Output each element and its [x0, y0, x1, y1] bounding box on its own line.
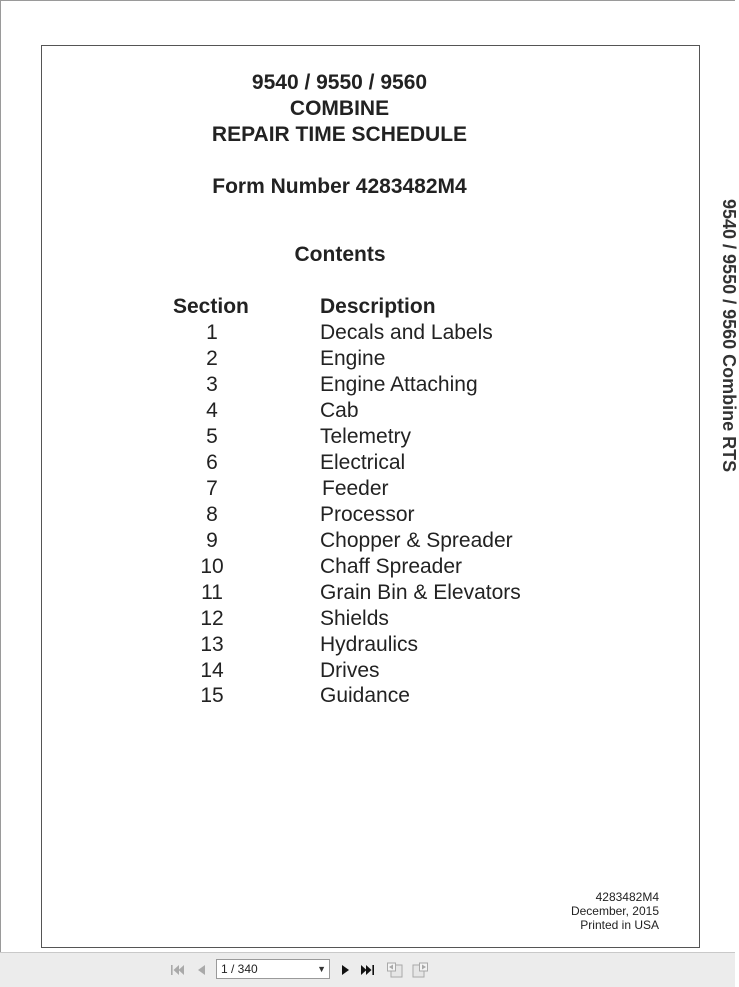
table-row [1, 373, 701, 399]
section-description: Engine Attaching [320, 373, 478, 396]
section-number: 12 [200, 607, 224, 630]
section-description: Telemetry [320, 425, 412, 448]
chevron-down-icon: ▼ [317, 964, 326, 974]
title-models: 9540 / 9550 / 9560 [251, 71, 428, 94]
table-row [1, 477, 701, 503]
footer-code: 4283482M4 [595, 890, 659, 904]
footer-info [571, 890, 659, 932]
section-number: 13 [200, 633, 224, 656]
section-description: Grain Bin & Elevators [320, 581, 521, 604]
table-row [1, 581, 701, 607]
table-row [1, 321, 701, 347]
section-number: 9 [206, 529, 218, 552]
next-page-icon[interactable] [336, 961, 354, 979]
contents-heading: Contents [294, 243, 386, 266]
previous-page-icon[interactable] [192, 961, 210, 979]
next-view-icon[interactable] [411, 961, 429, 979]
table-row [1, 503, 701, 529]
section-description: Decals and Labels [320, 321, 493, 344]
page-indicator: 1 / 340 [221, 962, 258, 976]
table-row [1, 529, 701, 555]
section-description: Shields [320, 607, 389, 630]
section-number: 14 [200, 659, 224, 682]
section-description: Electrical [320, 451, 406, 474]
last-page-icon[interactable] [359, 961, 377, 979]
section-number: 10 [200, 555, 224, 578]
previous-view-icon[interactable] [386, 961, 404, 979]
table-row [1, 684, 701, 710]
section-number: 6 [206, 451, 218, 474]
section-description: Feeder [322, 477, 389, 500]
section-column-header: Section [173, 295, 249, 318]
title-combine: COMBINE [289, 97, 390, 120]
table-row [1, 347, 701, 373]
section-number: 15 [200, 684, 224, 707]
footer-printed: Printed in USA [580, 918, 659, 932]
footer-date: December, 2015 [570, 904, 659, 918]
section-description: Hydraulics [320, 633, 419, 656]
section-number: 1 [206, 321, 218, 344]
table-row [1, 451, 701, 477]
section-number: 3 [206, 373, 218, 396]
section-description: Drives [320, 659, 380, 682]
section-number: 11 [201, 581, 223, 604]
table-row [1, 607, 701, 633]
table-row [1, 555, 701, 581]
navigation-toolbar [0, 952, 735, 987]
title-repair-time-schedule: REPAIR TIME SCHEDULE [211, 123, 468, 146]
side-title: 9540 / 9550 / 9560 Combine RTS [719, 199, 739, 473]
section-number: 2 [206, 347, 218, 370]
section-description: Chopper & Spreader [320, 529, 513, 552]
page-number-select[interactable] [216, 959, 330, 979]
section-number: 4 [206, 399, 218, 422]
table-row [1, 633, 701, 659]
section-number: 8 [206, 503, 218, 526]
section-number: 7 [206, 477, 218, 500]
first-page-icon[interactable] [168, 961, 186, 979]
section-description: Engine [320, 347, 386, 370]
section-description: Cab [320, 399, 359, 422]
table-row [1, 399, 701, 425]
section-description: Processor [320, 503, 415, 526]
description-column-header: Description [320, 295, 436, 318]
form-number: Form Number 4283482M4 [212, 175, 467, 198]
section-description: Chaff Spreader [320, 555, 463, 578]
table-row [1, 425, 701, 451]
section-description: Guidance [320, 684, 410, 707]
table-row [1, 659, 701, 685]
section-number: 5 [206, 425, 218, 448]
